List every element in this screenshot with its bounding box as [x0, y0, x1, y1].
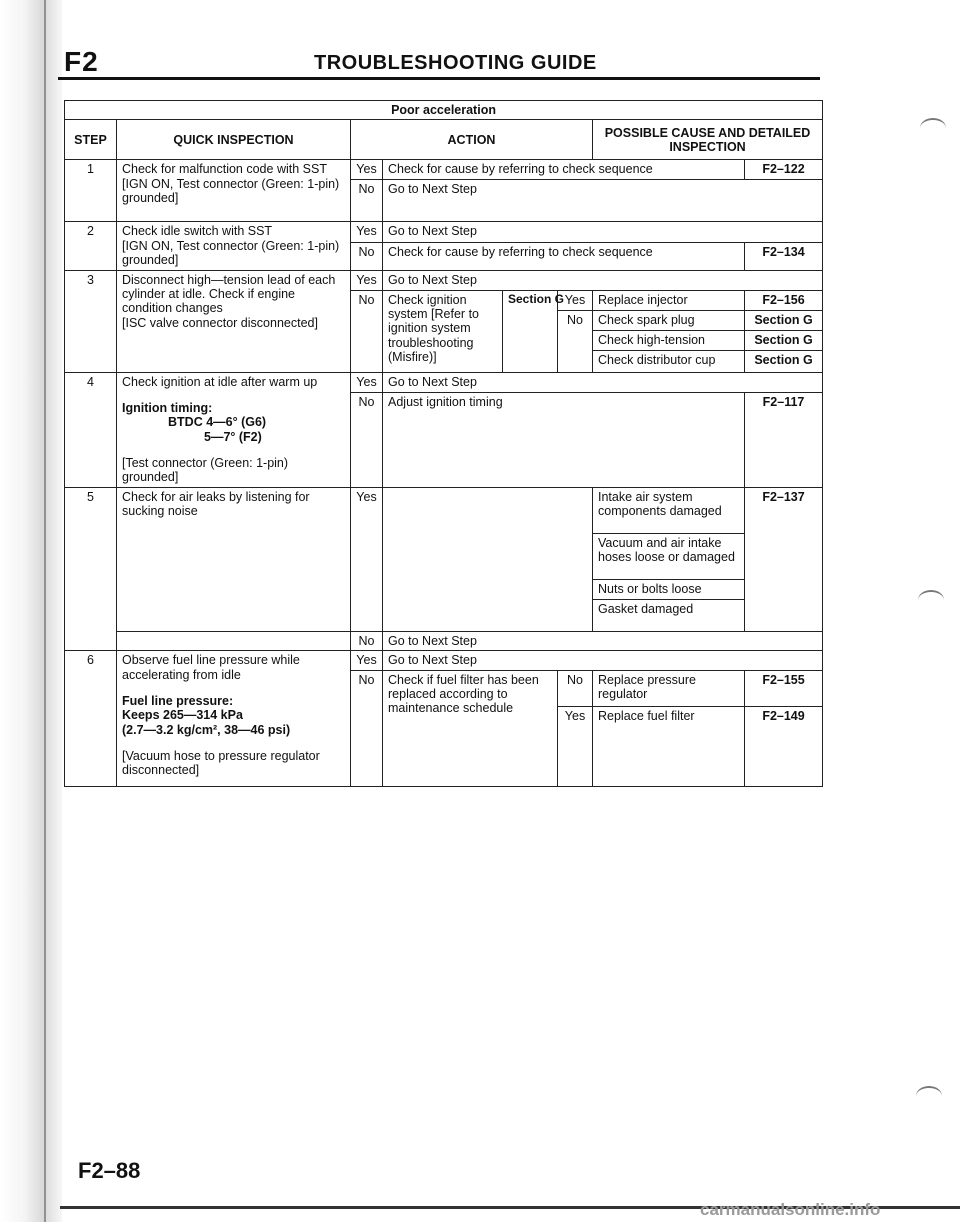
action-text: Go to Next Step [383, 180, 823, 222]
table-row [65, 372, 823, 393]
reference-code: F2–149 [745, 706, 823, 786]
cause-text: Vacuum and air intake hoses loose or damaged [593, 533, 745, 579]
action-blank [383, 487, 593, 631]
troubleshooting-table [64, 100, 823, 787]
watermark: carmanualsonline.info [700, 1200, 881, 1219]
answer-no: No [351, 243, 383, 270]
spec-value: 5—7° (F2) [204, 429, 262, 444]
inspection-note: [IGN ON, Test connector (Green: 1-pin) grounded] [122, 176, 340, 206]
step-number: 1 [65, 160, 117, 222]
answer-yes: Yes [351, 651, 383, 670]
action-text: Go to Next Step [383, 270, 823, 290]
spec-label: Ignition timing: [122, 400, 213, 415]
table-header-row [65, 120, 823, 160]
action-text: Check if fuel filter has been replaced according to maintenance schedule [383, 670, 558, 786]
table-row [65, 487, 823, 533]
cause-text: Check high-tension [593, 330, 745, 350]
inspection-cell [117, 372, 351, 487]
cause-text: Replace fuel filter [593, 706, 745, 786]
inspection-text: Check ignition at idle after warm up [122, 374, 318, 389]
inspection-cell [117, 270, 351, 372]
step-number: 3 [65, 270, 117, 372]
column-header-cause: POSSIBLE CAUSE AND DETAILED INSPECTION [593, 120, 823, 160]
inspection-blank [117, 631, 351, 650]
step-number: 4 [65, 372, 117, 487]
inspection-cell [117, 651, 351, 786]
action-text: Check ignition system [Refer to ignition system troubleshooting (Misfire)] [383, 290, 503, 372]
spec-value: Keeps 265—314 kPa [122, 708, 243, 723]
inspection-text: Check for air leaks by listening for sucking noise [122, 489, 310, 519]
scan-artifact-mark [920, 118, 946, 138]
reference-code: F2–137 [745, 487, 823, 631]
inspection-text: Check idle switch with SST [122, 224, 273, 239]
reference-code: F2–122 [745, 160, 823, 180]
cause-text: Check distributor cup [593, 350, 745, 372]
cause-text: Intake air system components damaged [593, 487, 745, 533]
cause-text: Gasket damaged [593, 599, 745, 631]
inspection-note: [IGN ON, Test connector (Green: 1-pin) grounded] [122, 238, 340, 268]
reference-code: Section G [503, 290, 558, 372]
action-text: Check for cause by referring to check sequence [383, 160, 745, 180]
scan-artifact-mark [918, 590, 944, 610]
step-number: 2 [65, 222, 117, 270]
reference-code: F2–117 [745, 393, 823, 487]
answer-no: No [351, 631, 383, 650]
scan-artifact-mark [916, 1086, 942, 1106]
column-header-inspection: QUICK INSPECTION [117, 120, 351, 160]
inspection-note: [Vacuum hose to pressure regulator disconnected] [122, 749, 320, 778]
inspection-text: Disconnect high—tension lead of each cylinder at idle. Check if engine condition changes [122, 272, 336, 316]
action-text: Go to Next Step [383, 372, 823, 393]
column-header-step: STEP [65, 120, 117, 160]
sub-answer: No [558, 670, 593, 706]
inspection-cell [117, 487, 351, 631]
table-title: Poor acceleration [65, 101, 823, 120]
answer-no: No [351, 670, 383, 786]
cause-text: Replace injector [593, 290, 745, 310]
sub-answer: No [558, 310, 593, 372]
table-row [65, 270, 823, 290]
answer-no: No [351, 180, 383, 222]
reference-code: Section G [745, 330, 823, 350]
section-code: F2 [64, 46, 99, 77]
header-rule [58, 77, 820, 80]
answer-no: No [351, 393, 383, 487]
table-title-row [65, 101, 823, 120]
cause-text: Check spark plug [593, 310, 745, 330]
reference-code: F2–156 [745, 290, 823, 310]
table-row [65, 651, 823, 670]
page-title: TROUBLESHOOTING GUIDE [314, 52, 597, 74]
answer-yes: Yes [351, 270, 383, 290]
scan-binding-edge [0, 0, 62, 1222]
action-text: Adjust ignition timing [383, 393, 745, 487]
page-number: F2–88 [78, 1158, 141, 1183]
action-text: Go to Next Step [383, 631, 823, 650]
table-row [65, 160, 823, 180]
inspection-text: Check for malfunction code with SST [122, 162, 327, 177]
spec-label: Fuel line pressure: [122, 693, 234, 708]
sub-answer: Yes [558, 706, 593, 786]
inspection-cell [117, 222, 351, 270]
answer-yes: Yes [351, 160, 383, 180]
action-text: Go to Next Step [383, 651, 823, 670]
cause-text: Nuts or bolts loose [593, 579, 745, 599]
inspection-note: [ISC valve connector disconnected] [122, 315, 318, 330]
cause-text: Replace pressure regulator [593, 670, 745, 706]
answer-no: No [351, 290, 383, 372]
inspection-text: Observe fuel line pressure while accelerating from idle [122, 653, 300, 682]
reference-code: F2–155 [745, 670, 823, 706]
step-number: 5 [65, 487, 117, 650]
sub-answer: Yes [558, 290, 593, 310]
answer-yes: Yes [351, 222, 383, 243]
reference-code: Section G [745, 350, 823, 372]
answer-yes: Yes [351, 487, 383, 631]
action-text: Check for cause by referring to check sequence [383, 243, 745, 270]
inspection-cell [117, 160, 351, 222]
table-row [65, 631, 823, 650]
step-number: 6 [65, 651, 117, 786]
inspection-note: [Test connector (Green: 1-pin) grounded] [122, 456, 289, 485]
reference-code: F2–134 [745, 243, 823, 270]
spec-value: BTDC 4—6° (G6) [168, 415, 267, 430]
table-row [65, 222, 823, 243]
spec-value: (2.7—3.2 kg/cm², 38—46 psi) [122, 722, 291, 737]
answer-yes: Yes [351, 372, 383, 393]
column-header-action: ACTION [351, 120, 593, 160]
action-text: Go to Next Step [383, 222, 823, 243]
reference-code: Section G [745, 310, 823, 330]
